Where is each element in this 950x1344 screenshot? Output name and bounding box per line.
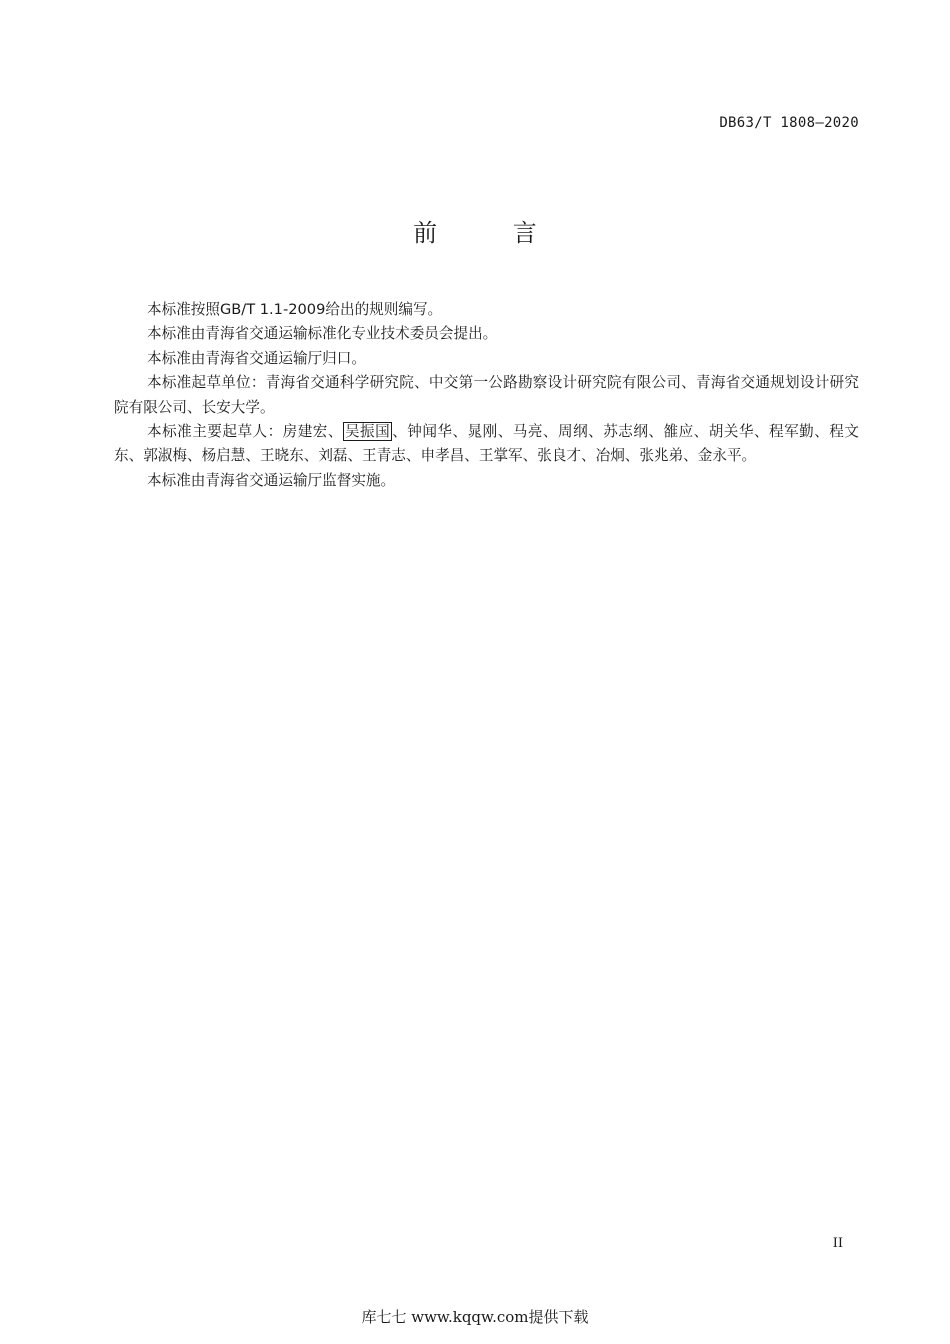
paragraph-administrator: 本标准由青海省交通运输厅归口。 bbox=[147, 349, 366, 367]
paragraph-supervision: 本标准由青海省交通运输厅监督实施。 bbox=[147, 471, 396, 489]
document-code: DB63/T 1808—2020 bbox=[719, 115, 859, 131]
drafters-rest: 、钟闻华、晁刚、马亮、周纲、苏志纲、雒应、胡关华、程军勤、程文东、郭淑梅、杨启慧、王晓东、刘磊、王青志、申孝昌、王掌军、张良才、冶炯、张兆弟、金永平。 bbox=[114, 423, 859, 465]
paragraph-proposer: 本标准由青海省交通运输标准化专业技术委员会提出。 bbox=[147, 325, 498, 343]
page-title: 前 言 bbox=[413, 219, 571, 247]
highlighted-drafter-name: 吴振国 bbox=[344, 423, 391, 441]
paragraph-drafters bbox=[114, 420, 859, 469]
paragraph-drafting-units: 本标准起草单位：青海省交通科学研究院、中交第一公路勘察设计研究院有限公司、青海省交通规划设计研究院有限公司、长安大学。 bbox=[114, 374, 859, 416]
paragraph-rules: 本标准按照GB/T 1.1-2009给出的规则编写。 bbox=[147, 301, 443, 318]
foreword-body bbox=[114, 298, 859, 493]
footer-watermark: 库七七 www.kqqw.com提供下载 bbox=[361, 1308, 589, 1326]
drafters-intro: 本标准主要起草人：房建宏、 bbox=[147, 423, 343, 441]
page-number: II bbox=[832, 1236, 843, 1251]
